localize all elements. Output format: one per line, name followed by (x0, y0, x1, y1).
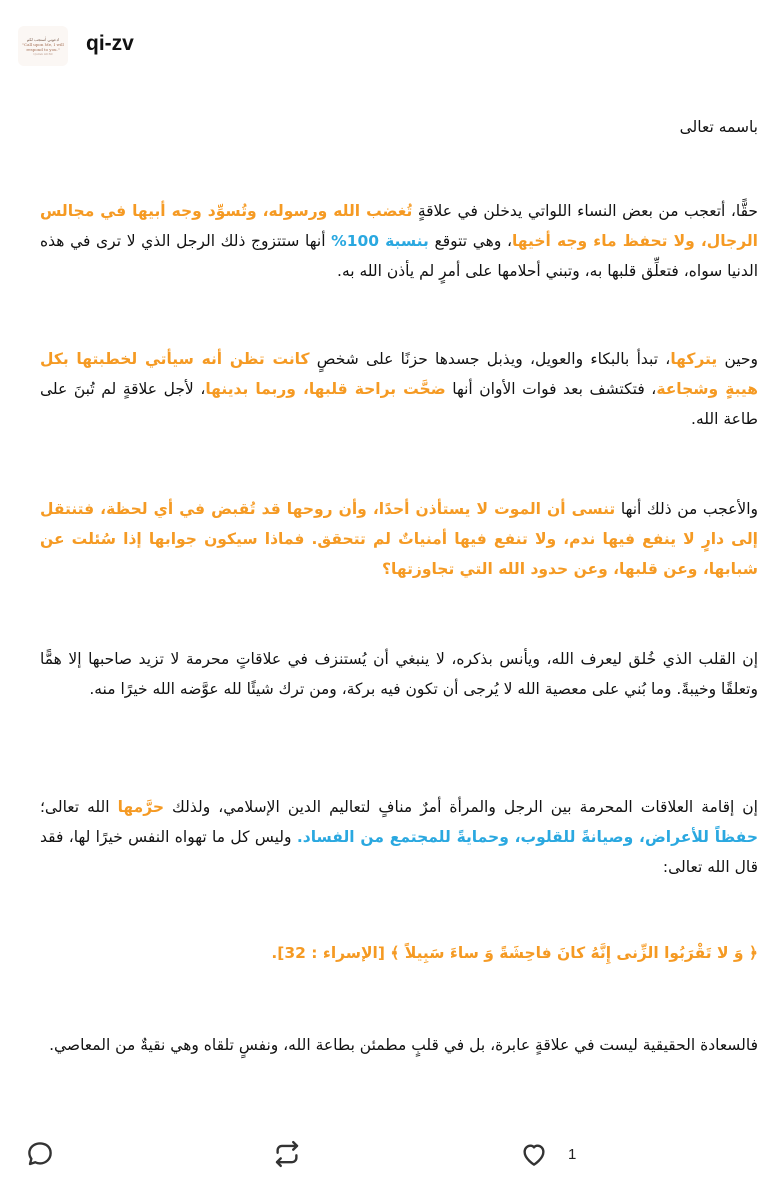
p3-highlight-1: تنسى أن الموت لا يستأذن أحدًا، وأن روحها قد تُقبض في أي لحظة، فتنتقل إلى دارٍ لا ينفع فيها ندم، ولا تنفع فيها أمنياتٌ لم تتحقق. فماذا سيكون جوابها إذا سُئلت عن شبابها، وعن قلبها، وعن حدود الله التي تجاوزتها؟ (40, 500, 758, 578)
post-header (0, 0, 771, 92)
p5-text-1: إن إقامة العلاقات المحرمة بين الرجل والمرأة أمرٌ منافٍ لتعاليم الدين الإسلامي، ولذلك (164, 798, 758, 816)
paragraph-2 (40, 344, 758, 434)
p1-text-1: حقًّا، أتعجب من بعض النساء اللواتي يدخلن في علاقةٍ (412, 202, 758, 220)
p2-highlight-3: ضحَّت براحة قلبها، وربما بدينها (205, 380, 446, 398)
p1-text-3: أنها ستتزوج ذلك الرجل الذي لا ترى في هذه الدنيا سواه، فتعلِّق قلبها به، وتبني أحلامها على أمرٍ لم يأذن الله به. (40, 232, 758, 280)
p5-text-3: وليس كل ما تهواه النفس خيرًا لها، فقد قال الله تعالى: (40, 828, 758, 876)
quran-verse (40, 938, 758, 968)
p2-text-2: ، تبدأ بالبكاء والعويل، ويذبل جسدها حزنًا على شخصٍ (309, 350, 671, 368)
p2-text-4: ، لأجل علاقةٍ لم تُبنَ على طاعة الله. (40, 380, 758, 428)
avatar[interactable] (18, 26, 68, 66)
p2-text-3: ، فتكتشف بعد فوات الأوان أنها (445, 380, 657, 398)
heart-icon[interactable] (518, 1138, 550, 1170)
paragraph-6: فالسعادة الحقيقية ليست في علاقةٍ عابرة، بل في قلبٍ مطمئن بطاعة الله، ونفسٍ تلقاه وهي نقيةٌ من المعاصي. (49, 1036, 758, 1054)
p2-text-1: وحين (717, 350, 758, 368)
repost-icon[interactable] (271, 1138, 303, 1170)
verse-text: ﴿ وَ لا تَقْرَبُوا الزِّنى إِنَّهُ كانَ فاحِشَةً وَ ساءَ سَبِيلاً ﴾ [الإسراء : 32]. (271, 944, 758, 962)
paragraph-4: إن القلب الذي خُلق ليعرف الله، ويأنس بذكره، لا ينبغي أن يُستنزف في علاقاتٍ محرمة لا تزيد صاحبها إلا همًّا وتعلقًا وخيبةً. وما بُني على معصية الله لا يُرجى أن تكون فيه بركة، ومن ترك شيئًا لله عوَّضه الله خيرًا منه. (40, 650, 758, 698)
opening-line: باسمه تعالى (679, 118, 758, 136)
paragraph-5 (40, 792, 758, 882)
p3-text-1: والأعجب من ذلك أنها (615, 500, 759, 518)
p2-highlight-1: يتركها (670, 350, 718, 368)
p5-highlight-2: حفظاً للأعراض، وصيانةً للقلوب، وحمايةً للمجتمع من الفساد. (296, 828, 758, 846)
paragraph-3 (40, 494, 758, 584)
avatar-line-2: "Call upon Me, I will respond to you." (22, 41, 64, 52)
p2-highlight-2: كانت تظن أنه سيأتي لخطبتها بكل هيبةٍ وشجاعة (40, 350, 759, 398)
like-count: 1 (568, 1146, 577, 1163)
paragraph-1 (40, 196, 758, 286)
avatar-line-3: Quran 40:60 (33, 51, 53, 56)
p1-highlight-2: بنسبة 100% (331, 232, 429, 250)
username[interactable]: qi-zv (86, 32, 134, 55)
p1-text-2: ، وهي تتوقع (428, 232, 512, 250)
p5-highlight-1: حرَّمها (117, 798, 165, 816)
p1-highlight-1: تُغضب الله ورسوله، وتُسوِّد وجه أبيها في مجالس الرجال، ولا تحفظ ماء وجه أخيها (40, 202, 758, 250)
avatar-line-1: ادعوني أستجب لكم (26, 36, 60, 42)
p5-text-2: الله تعالى؛ (40, 798, 118, 816)
action-bar (0, 1132, 771, 1180)
comment-icon[interactable] (24, 1138, 56, 1170)
